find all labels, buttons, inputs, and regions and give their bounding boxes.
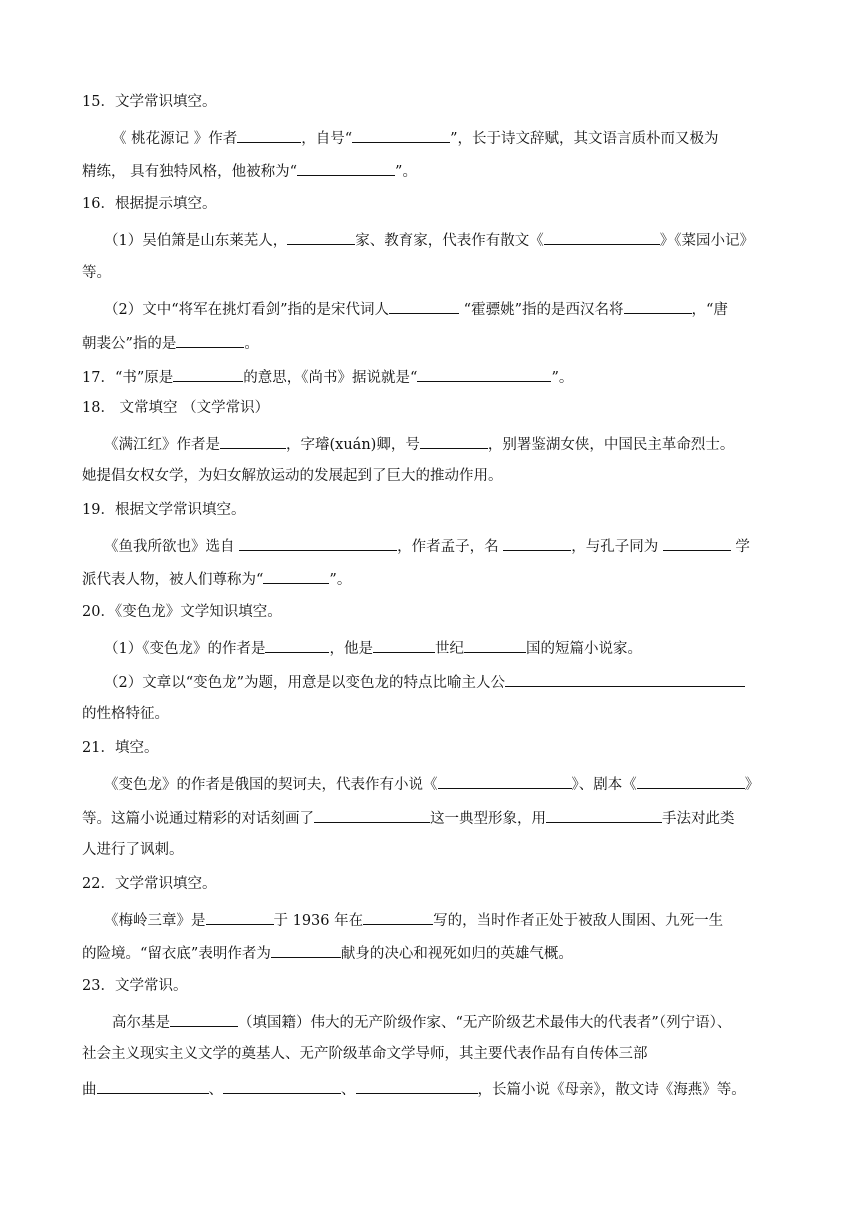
- question-23-line-3: 曲 、 、 ，长篇小说《母亲》，散文诗《海燕》等。: [82, 1078, 746, 1100]
- question-20-line-3: 的性格特征。: [82, 706, 169, 722]
- blank-pen-name[interactable]: [352, 127, 450, 143]
- blank-chameleon-author[interactable]: [265, 637, 329, 653]
- question-16-line-3: （2）文中“将军在挑灯看剑”指的是宋代词人 “霍骠姚”指的是西汉名将 ，“唐: [104, 298, 728, 320]
- question-23-line-1: 高尔基是 （填国籍）伟大的无产阶级作家、“无产阶级艺术最伟大的代表者”（列宁语）、: [112, 1011, 731, 1033]
- blank-ci-poet[interactable]: [389, 298, 459, 314]
- blank-nationality[interactable]: [170, 1011, 238, 1027]
- question-15-line-2: 精练， 具有独特风格，他被称为“ ”。: [82, 160, 417, 182]
- blank-mjh-author[interactable]: [220, 433, 286, 449]
- blank-character[interactable]: [505, 671, 745, 687]
- blank-pei[interactable]: [176, 332, 244, 348]
- question-20-line-1: （1）《变色龙》的作者是 ，他是 世纪 国的短篇小说家。: [104, 637, 642, 659]
- question-15-line-1: 《 桃花源记 》作者 ，自号“ ”，长于诗文辞赋，其文语言质朴而又极为: [112, 127, 719, 149]
- blank-image[interactable]: [314, 807, 430, 823]
- question-22-line-2: 的险境。“留衣底”表明作者为 献身的决心和视死如归的英雄气概。: [82, 942, 573, 964]
- blank-novel[interactable]: [438, 773, 572, 789]
- question-21-line-2: 等。这篇小说通过精彩的对话刻画了 这一典型形象，用 手法对此类: [82, 807, 735, 829]
- question-16-line-2: 等。: [82, 265, 111, 281]
- blank-shangshu[interactable]: [417, 366, 551, 382]
- blank-cause[interactable]: [271, 942, 341, 958]
- question-15-title: 15．文学常识填空。: [82, 94, 217, 110]
- question-22-line-1: 《梅岭三章》是 于 1936 年在 写的，当时作者正处于被敌人围困、九死一生: [104, 909, 723, 931]
- blank-author[interactable]: [237, 127, 301, 143]
- question-18-line-2: 她提倡女权女学，为妇女解放运动的发展起到了巨大的推动作用。: [82, 468, 503, 484]
- question-16-title: 16．根据提示填空。: [82, 196, 217, 212]
- question-18-line-1: 《满江红》作者是 ，字璿(xuán)卿，号 ，别署鉴湖女侠，中国民主革命烈士。: [104, 433, 734, 455]
- question-16-line-1: （1）吴伯箫是山东莱芜人， 家、教育家，代表作有散文《 》《菜园小记》: [104, 229, 754, 251]
- blank-essay[interactable]: [544, 229, 660, 245]
- blank-play[interactable]: [637, 773, 745, 789]
- blank-profession[interactable]: [287, 229, 355, 245]
- blank-trilogy-1[interactable]: [97, 1078, 209, 1094]
- blank-place[interactable]: [363, 909, 433, 925]
- blank-mencius-name[interactable]: [503, 535, 571, 551]
- question-20-line-2: （2）文章以“变色龙”为题，用意是以变色龙的特点比喻主人公: [104, 671, 745, 693]
- question-19-line-2: 派代表人物，被人们尊称为“ ”。: [82, 568, 351, 590]
- blank-school[interactable]: [663, 535, 731, 551]
- blank-shu-meaning[interactable]: [173, 366, 243, 382]
- blank-trilogy-3[interactable]: [356, 1078, 478, 1094]
- question-16-line-4: 朝裴公”指的是 。: [82, 332, 259, 354]
- blank-title[interactable]: [297, 160, 395, 176]
- blank-general[interactable]: [624, 298, 692, 314]
- question-19-title: 19．根据文学常识填空。: [82, 502, 246, 518]
- question-20-title: 20．《变色龙》文学知识填空。: [82, 604, 282, 620]
- question-22-title: 22．文学常识填空。: [82, 876, 217, 892]
- question-21-line-1: 《变色龙》的作者是俄国的契诃夫，代表作有小说《 》、剧本《 》: [104, 773, 759, 795]
- question-17-line-1: 17．“书”原是 的意思，《尚书》据说就是“ ”。: [82, 366, 573, 388]
- blank-country[interactable]: [464, 637, 526, 653]
- blank-hao[interactable]: [420, 433, 488, 449]
- blank-meiling-author[interactable]: [206, 909, 274, 925]
- blank-source[interactable]: [239, 535, 397, 551]
- question-21-line-3: 人进行了讽刺。: [82, 842, 184, 858]
- blank-honorific[interactable]: [263, 568, 329, 584]
- blank-trilogy-2[interactable]: [223, 1078, 341, 1094]
- question-19-line-1: 《鱼我所欲也》选自 ，作者孟子，名 ，与孔子同为 学: [104, 535, 750, 557]
- blank-century[interactable]: [373, 637, 435, 653]
- question-21-title: 21．填空。: [82, 740, 159, 756]
- blank-technique[interactable]: [546, 807, 662, 823]
- question-18-title: 18． 文常填空 （文学常识）: [82, 400, 270, 416]
- question-23-title: 23．文学常识。: [82, 978, 188, 994]
- question-23-line-2: 社会主义现实主义文学的奠基人、无产阶级革命文学导师，其主要代表作品有自传体三部: [82, 1046, 648, 1062]
